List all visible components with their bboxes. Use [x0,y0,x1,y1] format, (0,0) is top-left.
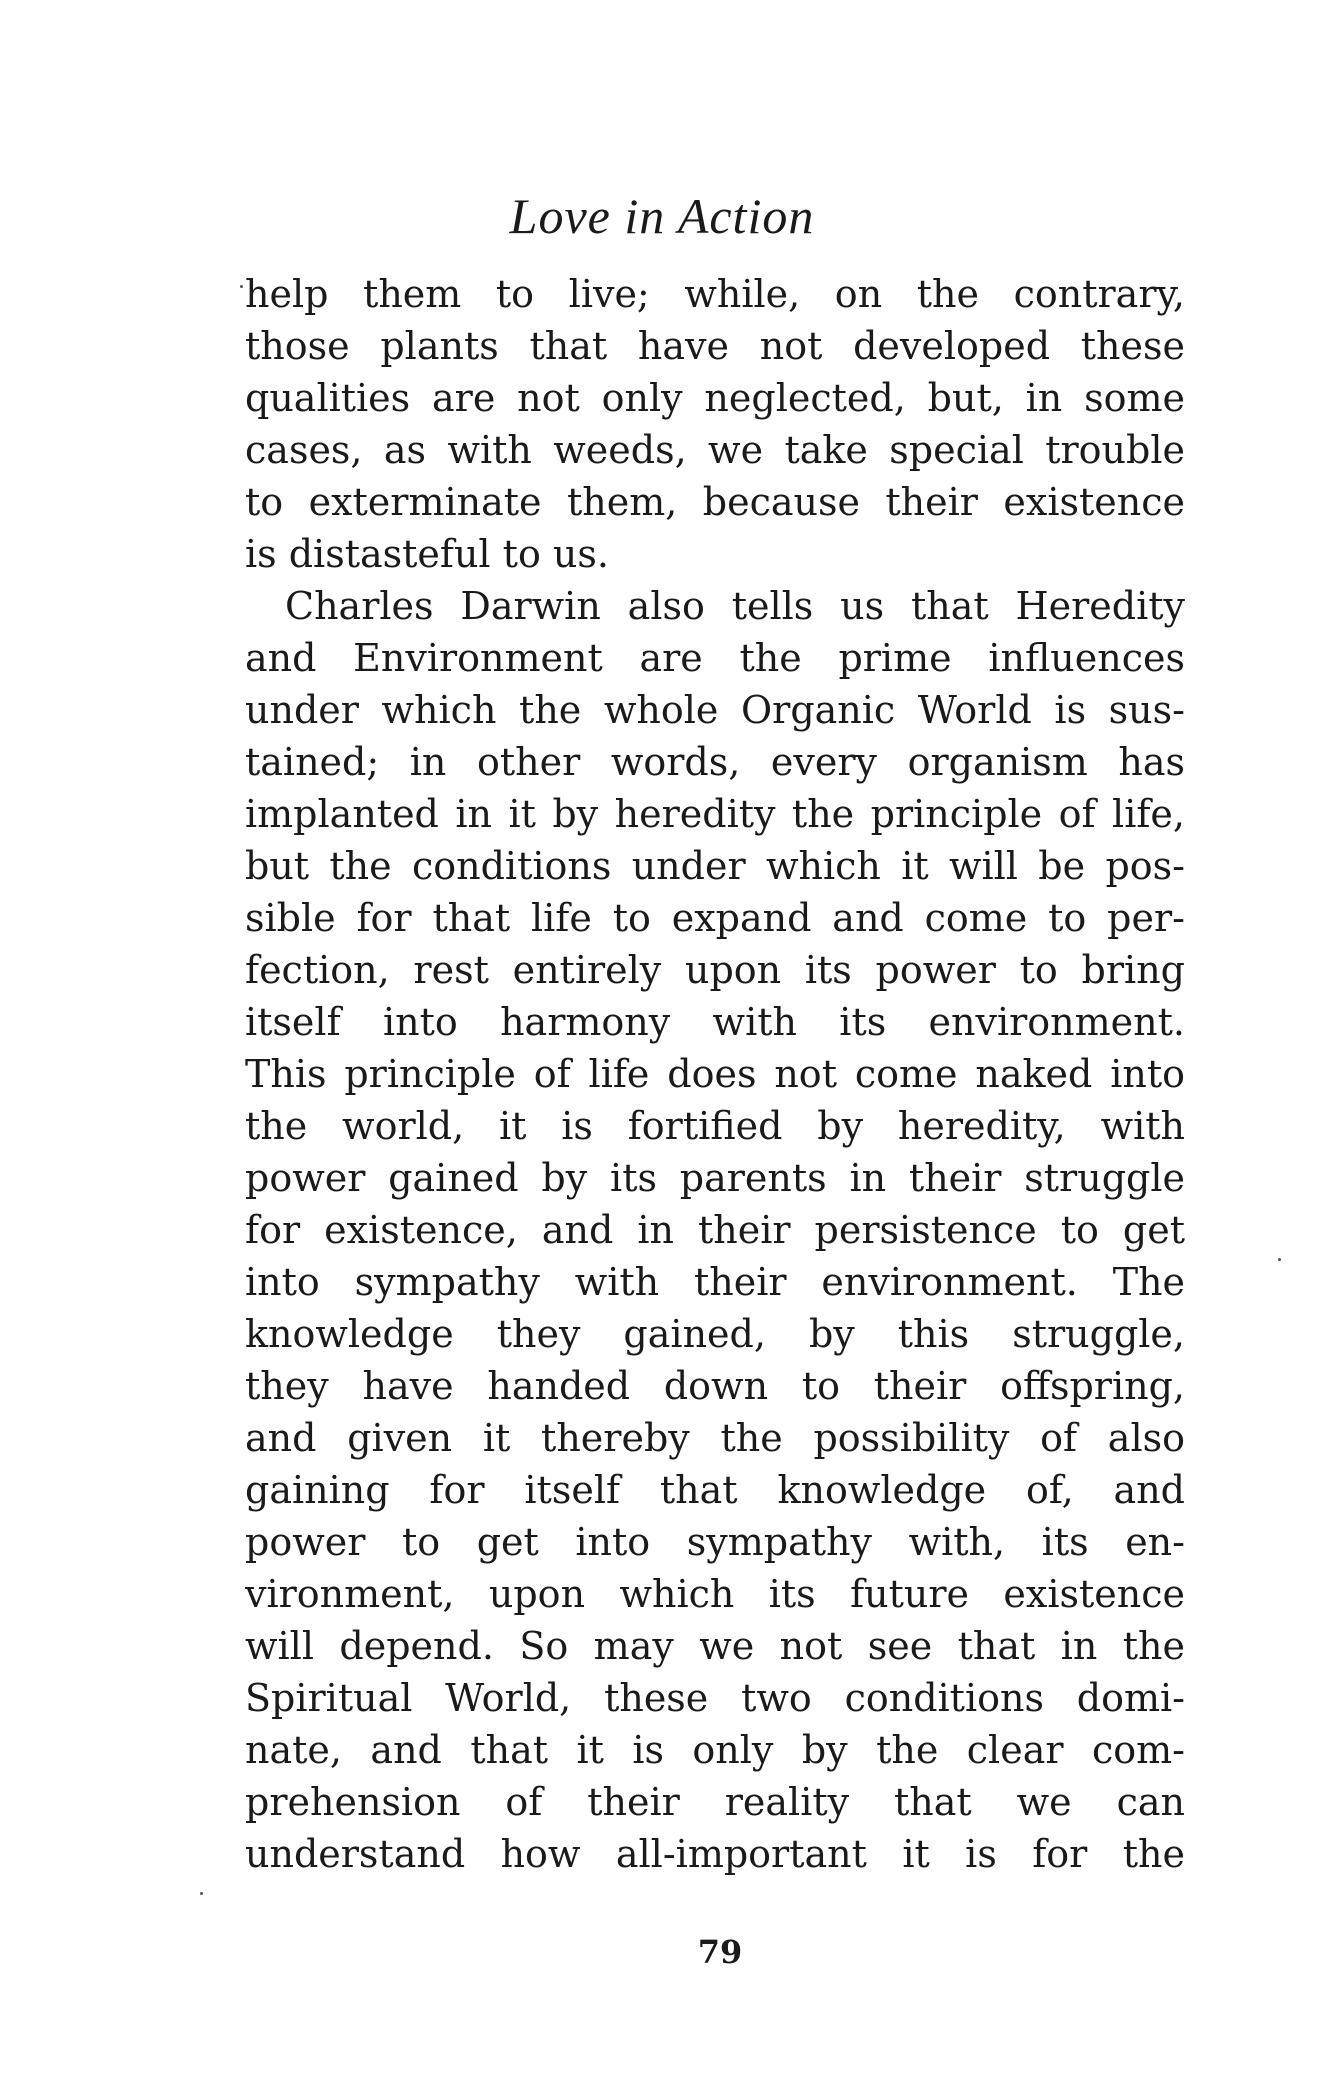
text-line: for existence, and in their persistence to get [245,1208,1185,1252]
paragraph-1 [245,268,1185,580]
text-line: under which the whole Organic World is sus- [245,688,1185,732]
text-line: fection, rest entirely upon its power to bring [245,948,1185,992]
scan-speck [240,285,243,288]
text-line: and Environment are the prime influences [245,636,1185,680]
page-number: 79 [697,1933,743,1971]
text-line: vironment, upon which its future existence [245,1572,1185,1616]
text-line: understand how all-important it is for the [245,1832,1185,1876]
text-line: Spiritual World, these two conditions domi- [245,1676,1185,1720]
text-line: sible for that life to expand and come to per- [245,896,1185,940]
text-line: into sympathy with their environment. The [245,1260,1185,1304]
text-line: Charles Darwin also tells us that Heredity [285,584,1185,628]
text-line: itself into harmony with its environment. [245,1000,1185,1044]
text-line: but the conditions under which it will be pos- [245,844,1185,888]
scan-speck [200,1892,203,1895]
scan-speck [1278,1258,1281,1261]
text-line: is distasteful to us. [245,532,609,576]
text-line: prehension of their reality that we can [245,1780,1185,1824]
text-line: to exterminate them, because their existence [245,480,1185,524]
text-line: help them to live; while, on the contrary, [245,272,1185,316]
text-line: those plants that have not developed these [245,324,1185,368]
text-line: tained; in other words, every organism has [245,740,1185,784]
body-text [245,268,1185,1880]
text-line: they have handed down to their offspring, [245,1364,1185,1408]
text-line: cases, as with weeds, we take special trouble [245,428,1185,472]
text-line: qualities are not only neglected, but, in some [245,376,1185,420]
paragraph-2 [245,580,1185,1880]
text-line: nate, and that it is only by the clear com- [245,1728,1185,1772]
text-line: implanted in it by heredity the principle of life, [245,792,1185,836]
text-line: gaining for itself that knowledge of, and [245,1468,1185,1512]
text-line: the world, it is fortified by heredity, with [245,1104,1185,1148]
running-head: Love in Action [509,188,815,244]
text-line: This principle of life does not come naked into [245,1052,1185,1096]
text-line: power to get into sympathy with, its en- [245,1520,1185,1564]
text-line: and given it thereby the possibility of also [245,1416,1185,1460]
text-line: will depend. So may we not see that in the [245,1624,1185,1668]
text-line: power gained by its parents in their struggle [245,1156,1185,1200]
text-line: knowledge they gained, by this struggle, [245,1312,1185,1356]
